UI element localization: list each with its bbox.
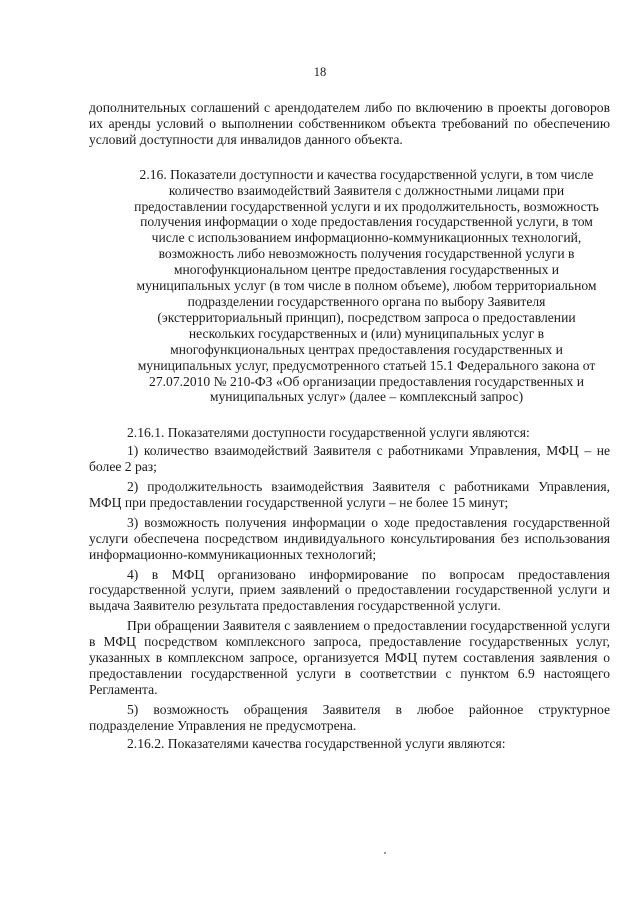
- list-item-3: 3) возможность получения информации о ходе предоставления государственной услуги обеспечена посредством индивидуального консультирования без использования информационно-коммуникационных технологий;: [89, 514, 610, 562]
- list-item-2: 2) продолжительность взаимодействия Заявителя с работниками Управления, МФЦ при предоставлении государственной услуги – не более 15 минут;: [89, 479, 610, 510]
- section-heading-2-16: 2.16. Показатели доступности и качества государственной услуги, в том числе количество взаимодействий Заявителя с должностными лицами при предоставлении государственной услуги и их продолжительность, возможность получения информации о ходе предоставления государственной услуги, в том числе с использованием информационно-коммуникационных технологий, возможность либо невозможность получения государственной услуги в многофункциональном центре предоставления государственных и муниципальных услуг (в том числе в полном объеме), любом территориальном подразделении государственного органа по выбору Заявителя (экстерриториальный принцип), посредством запроса о предоставлении нескольких государственных и (или) муниципальных услуг в многофункциональных центрах предоставления государственных и муниципальных услуг, предусмотренного статьей 15.1 Федерального закона от 27.07.2010 № 210-ФЗ «Об организации предоставления государственных и муниципальных услуг» (далее – комплексный запрос): [134, 166, 599, 405]
- page-body: [89, 100, 610, 752]
- intro-paragraph: дополнительных соглашений с арендодателем либо по включению в проекты договоров их аренды условий о выполнении собственником объекта требований по обеспечению условий доступности для инвалидов данного объекта.: [89, 100, 610, 147]
- subsection-heading-2-16-1: 2.16.1. Показателями доступности государственной услуги являются:: [127, 425, 530, 441]
- page-number: 18: [313, 65, 327, 79]
- list-item-5: 5) возможность обращения Заявителя в любое районное структурное подразделение Управления не предусмотрена.: [89, 701, 610, 733]
- list-item-1: 1) количество взаимодействий Заявителя с работниками Управления, МФЦ – не более 2 раз;: [89, 443, 610, 475]
- complex-request-paragraph: При обращении Заявителя с заявлением о предоставлении государственной услуги в МФЦ посредством комплексного запроса, предоставление государственных услуг, указанных в комплексном запросе, организуется МФЦ путем составления заявления о предоставлении государственной услуги в соответствии с пунктом 6.9 настоящего Регламента.: [89, 618, 610, 697]
- list-item-4: 4) в МФЦ организовано информирование по вопросам предоставления государственной услуги, прием заявлений о предоставлении государственной услуги и выдача Заявителю результата предоставления государственной услуги.: [89, 566, 610, 614]
- subsection-heading-2-16-2: 2.16.2. Показателями качества государственной услуги являются:: [127, 735, 506, 751]
- scan-speck: [384, 852, 386, 854]
